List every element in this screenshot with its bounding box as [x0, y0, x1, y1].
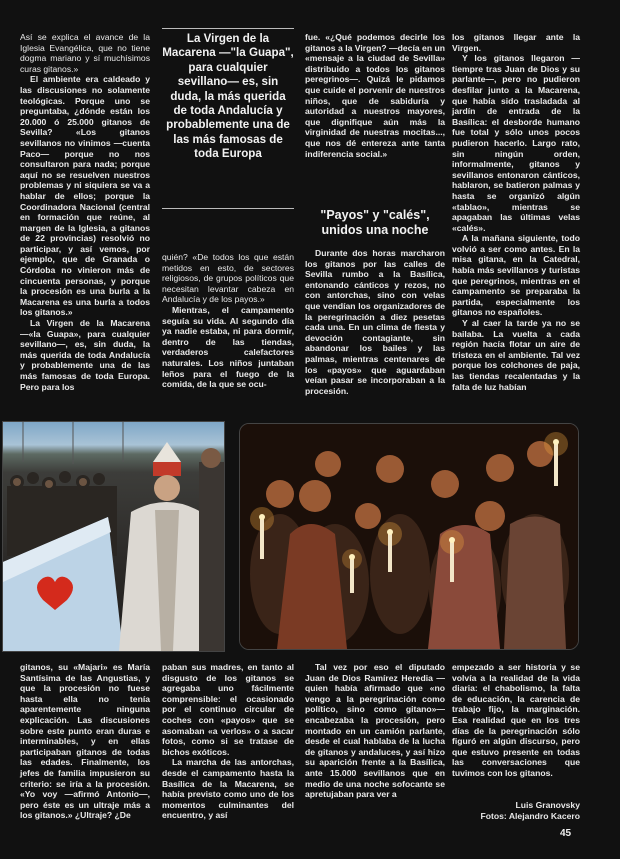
bottom-column-3-text: Tal vez por eso el diputado Juan de Dios Ramírez Heredia —quien había afirmado que «no vengo a la peregrinación como político, sino como gitano»— encabezaba la procesión, pero montado en un camión parlante, desde el cual hablaba de la lucha de gitanos y andaluces, y así hizo su aparición frente a la Basílica, ante 15.000 sevillanos que en medio de una noche sofocante se apretujaban para ver a	[305, 662, 445, 800]
bottom-column-1-text: gitanos, su «Majari» es María Santísima de las Angustias, y que la procesión no fuese hasta ella no tenía aparentemente ninguna explicación. Las discusiones sobre este punto eran duras e interminables, y en ellas participaban gitanos de todas las edades. Finalmente, los jefes de familia impusieron su criterio: se iría a la procesión. «Yo voy —afirmó Antonio—, pero éste es un ultraje más a los gitanos.» ¿Ultraje? ¿De	[20, 662, 150, 821]
column-1-paragraph-3: La Virgen de la Macarena —«la Guapa», para cualquier sevillano—, es, sin duda, la más querida de toda Andalucía y probablemente una de las más famosas de toda Europa. Pero para los	[20, 318, 150, 392]
column-3-paragraph-1: fue. «¿Qué podemos decirle los gitanos a la Virgen? —decía en un «mensaje a la ciudad de Sevilla» distribuido a todos los gitanos peregrinos—. Quizá le pidamos que cuide el porvenir de nuestros niños, que de sabiduría y autoridad a nuestros mayores, que dignifique aún más la virginidad de nuestras mocitas..., que nos dé entereza ante tanta indiferencia social.»	[305, 32, 445, 159]
bottom-column-3	[305, 662, 445, 800]
bottom-column-2-text: paban sus madres, en tanto al disgusto de los gitanos se agregaba uno fácilmente comprensible: el ocasionado por el continuo circular de coches con «payos» que se asomaban «a verlos» o a sacar fotos, como si se tratase de bichos exóticos.	[162, 662, 294, 757]
column-4	[452, 32, 580, 392]
bottom-column-4	[452, 662, 580, 779]
photo-bishop-altar	[2, 421, 225, 652]
column-1-paragraph-1: Así se explica el avance de la Iglesia Evangélica, que no tiene dogma mariano y sí muchísimos curas gitanos.»	[20, 32, 150, 74]
column-1-paragraph-2: El ambiente era caldeado y las discusiones no solamente teológicas. Porque uno se preguntaba, ¿dónde están los 20.000 ó 25.000 gitanos de Sevilla? «Los gitanos sevillanos no vinimos —cuenta Paco— porque no nos consultaron para nada; porque aquí no se resuelven nuestros problemas y ni siquiera se va a hablar de ellos; porque la Coordinadora Nacional (central en formación que reúne, al margen de la Iglesia, a gitanos de 22 provincias) resolvió no participar, y así vemos, por ejemplo, que de Granada o Córdoba no vinieron más de cincuenta personas, y porque la procesión es una burla a la Macarena es una burla a todos los gitanos.»	[20, 74, 150, 318]
column-4-paragraph-1: los gitanos llegar ante la Virgen.	[452, 32, 580, 53]
pull-quote-top-rule	[162, 28, 294, 29]
bottom-column-1	[20, 662, 150, 821]
author-credit: Luis Granovsky	[515, 800, 580, 810]
column-3	[305, 32, 445, 159]
column-4-paragraph-2: Y los gitanos llegaron —tiempre tras Juan de Dios y su parlante—, pero no pudieron desfilar junto a la Macarena, que había sido trasladada al jardín de entrada de la Basílica: el desborde humano fue total y sólo unos pocos pudieron hacerlo. Largo rato, sin ningún orden, informalmente, gitanos y sevillanos entonaron cánticos, hablaron, se batieron palmas y hasta se organizó algún «tablao», mientras se apagaban las últimas velas «calés».	[452, 53, 580, 233]
column-1	[20, 32, 150, 392]
photo-credit: Fotos: Alejandro Kacero	[480, 811, 580, 821]
column-2-paragraph-1: quién? «De todos los que están metidos en esto, de sectores religiosos, de grupos políticos que necesitan levantar cabeza en Andalucía y de los payos.»	[162, 252, 294, 305]
section-subhead: "Payos" y "calés", unidos una noche	[320, 208, 430, 237]
pull-quote: La Virgen de la Macarena —"la Guapa", para cualquier sevillano— es, sin duda, la más querida de toda Andalucía y probablemente una de las más famosas de toda Europa	[162, 32, 294, 161]
column-3-lower	[305, 248, 445, 396]
column-4-paragraph-3: A la mañana siguiente, todo volvió a ser como antes. En la misa gitana, en la Catedral, había más sevillanos y turistas que peregrinos, mientras en el campamento se preparaba la partida, especialmente los gitanos no españoles.	[452, 233, 580, 318]
bottom-column-2	[162, 662, 294, 821]
column-2	[162, 252, 294, 390]
column-3-paragraph-2: Durante dos horas marcharon los gitanos por las calles de Sevilla rumbo a la Basílica, entonando cánticos y rezos, no con antorchas, sino con velas que vendían los organizadores de la peregrinación a diez pesetas cada una. En un clima de fiesta y devoción contagiante, sin abandonar los bailes y las palmas, mientras centenares de los «payos» que aguardaban veían pasar se incorporaban a la procesión.	[305, 248, 445, 396]
column-4-paragraph-4: Y al caer la tarde ya no se bailaba. La vuelta a cada región hacía flotar un aire de tristeza en el ambiente. Tal vez porque los colchones de paja, las tiendas recalentadas y la falta de luz habían	[452, 318, 580, 392]
credits	[462, 800, 580, 822]
bottom-column-4-text: empezado a ser historia y se volvía a la realidad de la vida diaria: el chabolismo, la falta de educación, la carencia de trabajo fijo, la marginación. Esa realidad que en los tres días de la peregrinación sólo figuró en algún discurso, pero que estuvo presente en todas las conversaciones que tuvimos con los gitanos.	[452, 662, 580, 778]
bottom-column-2-text-b: La marcha de las antorchas, desde el campamento hasta la Basílica de la Macarena, se había previsto como uno de los momentos culminantes del encuentro, y así	[162, 757, 294, 821]
column-2-paragraph-2: Mientras, el campamento seguía su vida. Al segundo día ya nadie estaba, ni para dormir, dentro de las tiendas, verdaderos calefactores naturales. Los niños juntaban leños para el fuego de la comida, de la que se ocu-	[162, 304, 294, 390]
photo-candle-procession	[239, 423, 579, 650]
page-number: 45	[560, 828, 572, 839]
pull-quote-bottom-rule	[162, 208, 294, 209]
